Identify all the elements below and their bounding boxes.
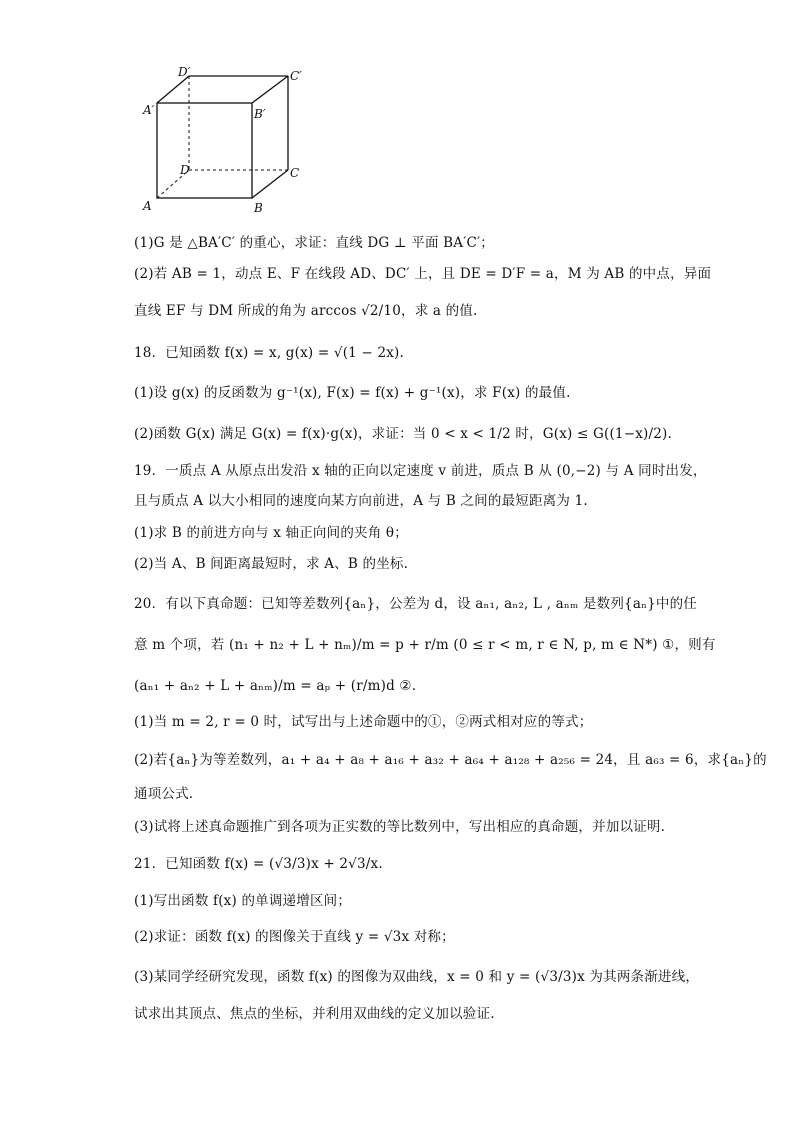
- problem-line: (1)求 B 的前进方向与 x 轴正向间的夹角 θ；: [134, 525, 408, 541]
- problem-line: (1)G 是 △BA′C′ 的重心，求证：直线 DG ⊥ 平面 BA′C′；: [134, 235, 494, 251]
- cube-front-face: [157, 103, 252, 198]
- problem-line: 20．有以下真命题：已知等差数列{aₙ}，公差为 d，设 aₙ₁, aₙ₂, L , aₙₘ 是数列{aₙ}中的任: [134, 596, 698, 612]
- vertex-label-C-prime: C′: [290, 69, 302, 83]
- problem-line: 21．已知函数 f(x) = (√3/3)x + 2√3/x.: [134, 856, 383, 872]
- problem-line: (2)若 AB = 1，动点 E、F 在线段 AD、DC′ 上，且 DE = D′F = a，M 为 AB 的中点，异面: [134, 266, 712, 282]
- problem-line: 19．一质点 A 从原点出发沿 x 轴的正向以定速度 v 前进，质点 B 从 (0,−2) 与 A 同时出发，: [134, 463, 707, 479]
- cube-figure: [140, 62, 315, 222]
- problem-line: (1)写出函数 f(x) 的单调递增区间；: [134, 893, 352, 909]
- vertex-label-A-prime: A′: [143, 103, 155, 117]
- problem-line: 18．已知函数 f(x) = x, g(x) = √(1 − 2x).: [134, 345, 404, 361]
- vertex-label-D: D: [180, 163, 190, 177]
- problem-line: (1)设 g(x) 的反函数为 g⁻¹(x), F(x) = f(x) + g⁻¹(x)，求 F(x) 的最值.: [134, 385, 571, 401]
- cube-edge: [252, 76, 288, 103]
- problem-line: (aₙ₁ + aₙ₂ + L + aₙₘ)/m = aₚ + (r/m)d ②.: [134, 678, 417, 694]
- problem-line: (3)试将上述真命题推广到各项为正实数的等比数列中，写出相应的真命题，并加以证明.: [134, 819, 666, 835]
- vertex-label-B-prime: B′: [254, 107, 266, 121]
- cube-edge: [252, 170, 288, 198]
- vertex-label-A: A: [143, 199, 152, 213]
- problem-line: (2)若{aₙ}为等差数列，a₁ + a₄ + a₈ + a₁₆ + a₃₂ + a₆₄ + a₁₂₈ + a₂₅₆ = 24，且 a₆₃ = 6，求{aₙ}的: [134, 752, 767, 768]
- cube-edge: [157, 76, 189, 103]
- problem-line: 意 m 个项，若 (n₁ + n₂ + L + nₘ)/m = p + r/m (0 ≤ r < m, r ∈ N, p, m ∈ N*) ①，则有: [134, 637, 716, 653]
- problem-line: 试求出其顶点、焦点的坐标，并利用双曲线的定义加以验证.: [134, 1006, 495, 1022]
- problem-line: 且与质点 A 以大小相同的速度向某方向前进，A 与 B 之间的最短距离为 1.: [134, 493, 588, 509]
- problem-line: (2)函数 G(x) 满足 G(x) = f(x)·g(x)，求证：当 0 < x < 1/2 时，G(x) ≤ G((1−x)/2).: [134, 426, 672, 442]
- problem-line: (1)当 m = 2, r = 0 时，试写出与上述命题中的①，②两式相对应的等式；: [134, 714, 593, 730]
- vertex-label-D-prime: D′: [178, 65, 191, 79]
- problem-line: 直线 EF 与 DM 所成的角为 arccos √2/10，求 a 的值.: [134, 303, 478, 319]
- problem-line: (2)求证：函数 f(x) 的图像关于直线 y = √3x 对称；: [134, 929, 455, 945]
- vertex-label-C: C: [290, 166, 300, 180]
- vertex-label-B: B: [254, 201, 263, 215]
- problem-line: 通项公式.: [134, 786, 194, 802]
- problem-line: (2)当 A、B 间距离最短时，求 A、B 的坐标.: [134, 556, 409, 572]
- problem-line: (3)某同学经研究发现，函数 f(x) 的图像为双曲线，x = 0 和 y = (√3/3)x 为其两条渐进线，: [134, 969, 700, 985]
